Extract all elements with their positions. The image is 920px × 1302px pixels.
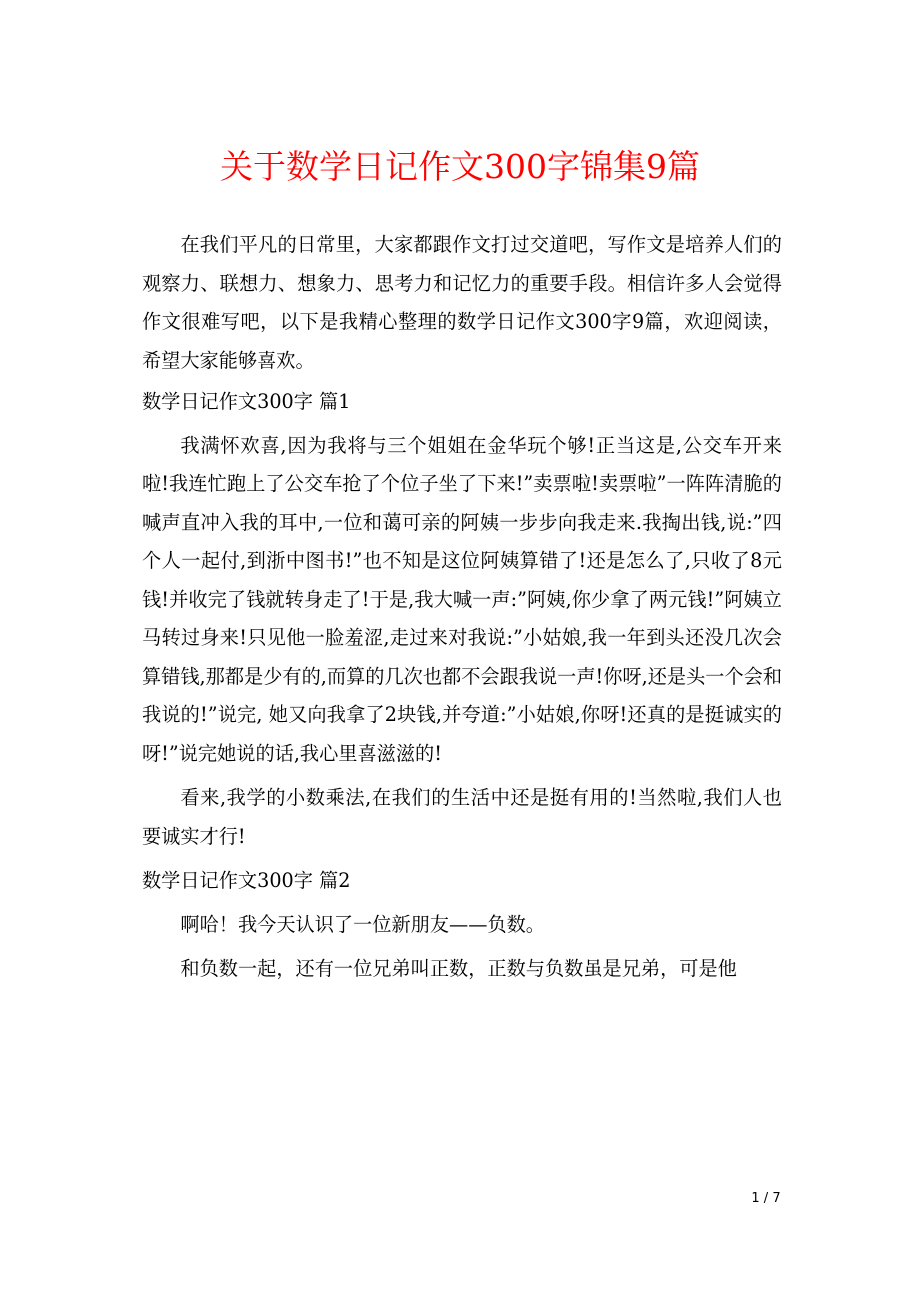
section-1-paragraph-1: 我满怀欢喜,因为我将与三个姐姐在金华玩个够!正当这是,公交车开来啦!我连忙跑上了公交车抢了个位子坐了下来!”卖票啦!卖票啦”一阵阵清脆的喊声直冲入我的耳中,一位和蔼可亲的阿姨一步步向我走来.我掏出钱,说:”四个人一起付,到浙中图书!”也不知是这位阿姨算错了!还是怎么了,只收了8元钱!并收完了钱就转身走了!于是,我大喊一声:”阿姨,你少拿了两元钱!”阿姨立马转过身来!只见他一脸羞涩,走过来对我说:”小姑娘,我一年到头还没几次会算错钱,那都是少有的,而算的几次也都不会跟我说一声!你呀,还是头一个会和我说的!”说完, 她又向我拿了2块钱,并夸道:”小姑娘,你呀!还真的是挺诚实的呀!”说完她说的话,我心里喜滋滋的! <box>142 433 783 765</box>
document-body <box>142 226 782 989</box>
section-2-paragraph-2: 和负数一起，还有一位兄弟叫正数，正数与负数虽是兄弟，可是他 <box>180 957 737 980</box>
section-2-paragraph-1: 啊哈！我今天认识了一位新朋友——负数。 <box>180 912 545 936</box>
section-1-paragraph-2: 看来,我学的小数乘法,在我们的生活中还是挺有用的!当然啦,我们人也要诚实才行! <box>142 786 782 848</box>
intro-paragraph: 在我们平凡的日常里，大家都跟作文打过交道吧，写作文是培养人们的观察力、联想力、想象力、思考力和记忆力的重要手段。相信许多人会觉得作文很难写吧，以下是我精心整理的数学日记作文300字9篇，欢迎阅读，希望大家能够喜欢。 <box>142 233 782 372</box>
section-heading-1: 数学日记作文300字 篇1 <box>142 390 351 413</box>
page-number: 1 / 7 <box>751 1191 781 1206</box>
document-title: 关于数学日记作文300字锦集9篇 <box>220 147 700 186</box>
section-heading-2: 数学日记作文300字 篇2 <box>142 869 351 892</box>
